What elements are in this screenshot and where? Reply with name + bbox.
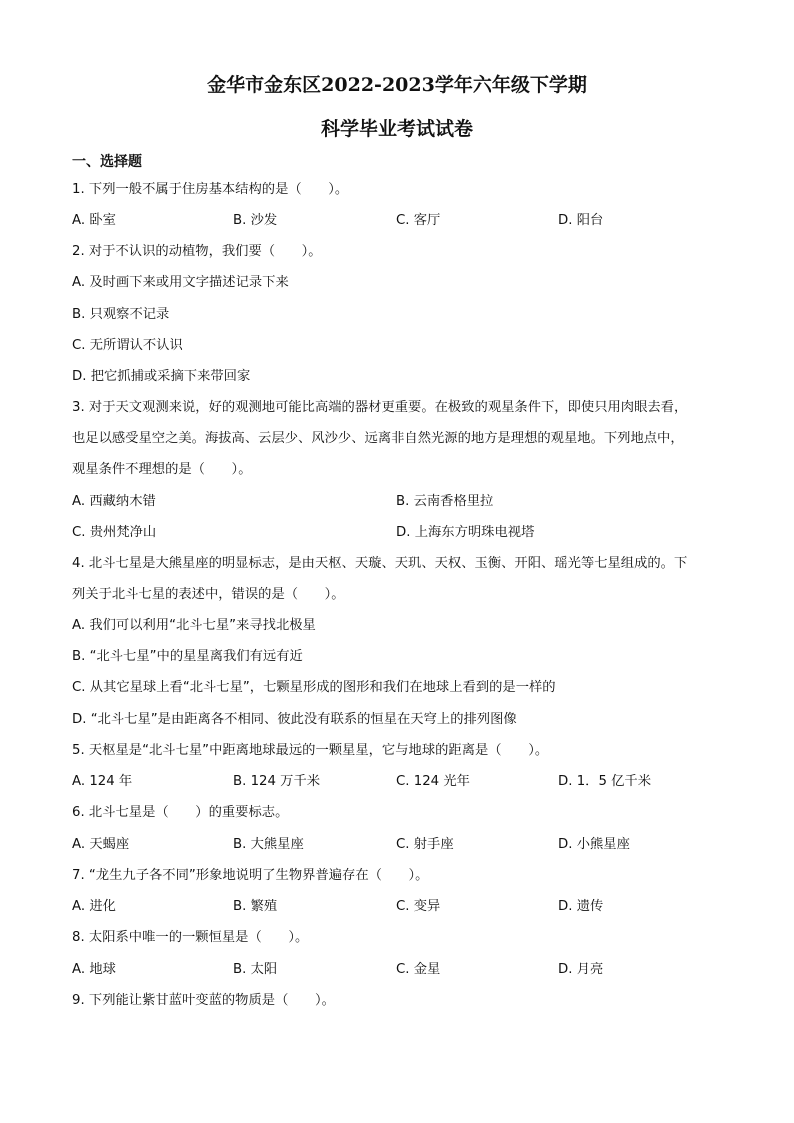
question-3-stem-line-2: 也足以感受星空之美。海拔高、云层少、风沙少、远离非自然光源的地方是理想的观星地。下列地点中， [72, 431, 684, 446]
question-2-option-a: A. 及时画下来或用文字描述记录下来 [72, 275, 289, 290]
question-8-option-b: B. 太阳 [233, 962, 278, 977]
question-6-stem: 6. 北斗七星是（ ）的重要标志。 [72, 805, 289, 820]
question-3-stem-line-3: 观星条件不理想的是（ ）。 [72, 462, 252, 477]
question-1-option-b: B. 沙发 [233, 213, 278, 228]
question-6-option-c: C. 射手座 [396, 837, 454, 852]
question-6-option-d: D. 小熊星座 [558, 837, 630, 852]
page-subtitle: 科学毕业考试试卷 [320, 118, 473, 140]
question-4-option-a: A. 我们可以利用“北斗七星”来寻找北极星 [72, 618, 316, 633]
question-2-stem: 2. 对于不认识的动植物，我们要（ ）。 [72, 244, 322, 259]
question-5-option-b: B. 124 万千米 [233, 774, 321, 789]
question-4-option-b: B. “北斗七星”中的星星离我们有远有近 [72, 649, 303, 664]
question-1-option-d: D. 阳台 [558, 213, 604, 228]
question-5-option-a: A. 124 年 [72, 774, 133, 789]
question-1-stem: 1. 下列一般不属于住房基本结构的是（ ）。 [72, 182, 349, 197]
section-heading: 一、选择题 [72, 154, 142, 170]
question-7-option-d: D. 遗传 [558, 899, 604, 914]
question-8-stem: 8. 太阳系中唯一的一颗恒星是（ ）。 [72, 930, 309, 945]
question-2-option-b: B. 只观察不记录 [72, 307, 170, 322]
question-7-option-b: B. 繁殖 [233, 899, 278, 914]
question-3-option-c: C. 贵州梵净山 [72, 525, 157, 540]
question-3-stem-line-1: 3. 对于天文观测来说，好的观测地可能比高端的器材更重要。在极致的观星条件下，即使只用肉眼去看， [72, 400, 688, 415]
question-7-stem: 7. “龙生九子各不同”形象地说明了生物界普遍存在（ ）。 [72, 868, 429, 883]
question-4-option-c: C. 从其它星球上看“北斗七星”，七颗星形成的图形和我们在地球上看到的是一样的 [72, 680, 556, 695]
question-2-option-d: D. 把它抓捕或采摘下来带回家 [72, 369, 251, 384]
question-7-option-c: C. 变异 [396, 899, 441, 914]
question-6-option-b: B. 大熊星座 [233, 837, 304, 852]
question-6-option-a: A. 天蝎座 [72, 837, 130, 852]
question-8-option-a: A. 地球 [72, 962, 116, 977]
question-3-option-d: D. 上海东方明珠电视塔 [396, 525, 535, 540]
question-5-option-d: D. 1．5 亿千米 [558, 774, 652, 789]
question-5-option-c: C. 124 光年 [396, 774, 470, 789]
question-8-option-c: C. 金星 [396, 962, 441, 977]
page-title: 金华市金东区2022-2023学年六年级下学期 [207, 74, 587, 96]
question-1-option-a: A. 卧室 [72, 213, 116, 228]
question-8-option-d: D. 月亮 [558, 962, 604, 977]
question-4-stem-line-2: 列关于北斗七星的表述中，错误的是（ ）。 [72, 587, 345, 602]
question-2-option-c: C. 无所谓认不认识 [72, 338, 183, 353]
question-3-option-b: B. 云南香格里拉 [396, 494, 494, 509]
question-9-stem: 9. 下列能让紫甘蓝叶变蓝的物质是（ ）。 [72, 993, 335, 1008]
question-7-option-a: A. 进化 [72, 899, 116, 914]
question-4-stem-line-1: 4. 北斗七星是大熊星座的明显标志，是由天枢、天璇、天玑、天权、玉衡、开阳、瑶光等七星组成的。下 [72, 556, 688, 571]
question-1-option-c: C. 客厅 [396, 213, 441, 228]
question-4-option-d: D. “北斗七星”是由距离各不相同、彼此没有联系的恒星在天穹上的排列图像 [72, 712, 517, 727]
question-5-stem: 5. 天枢星是“北斗七星”中距离地球最远的一颗星星，它与地球的距离是（ ）。 [72, 743, 549, 758]
question-3-option-a: A. 西藏纳木错 [72, 494, 156, 509]
